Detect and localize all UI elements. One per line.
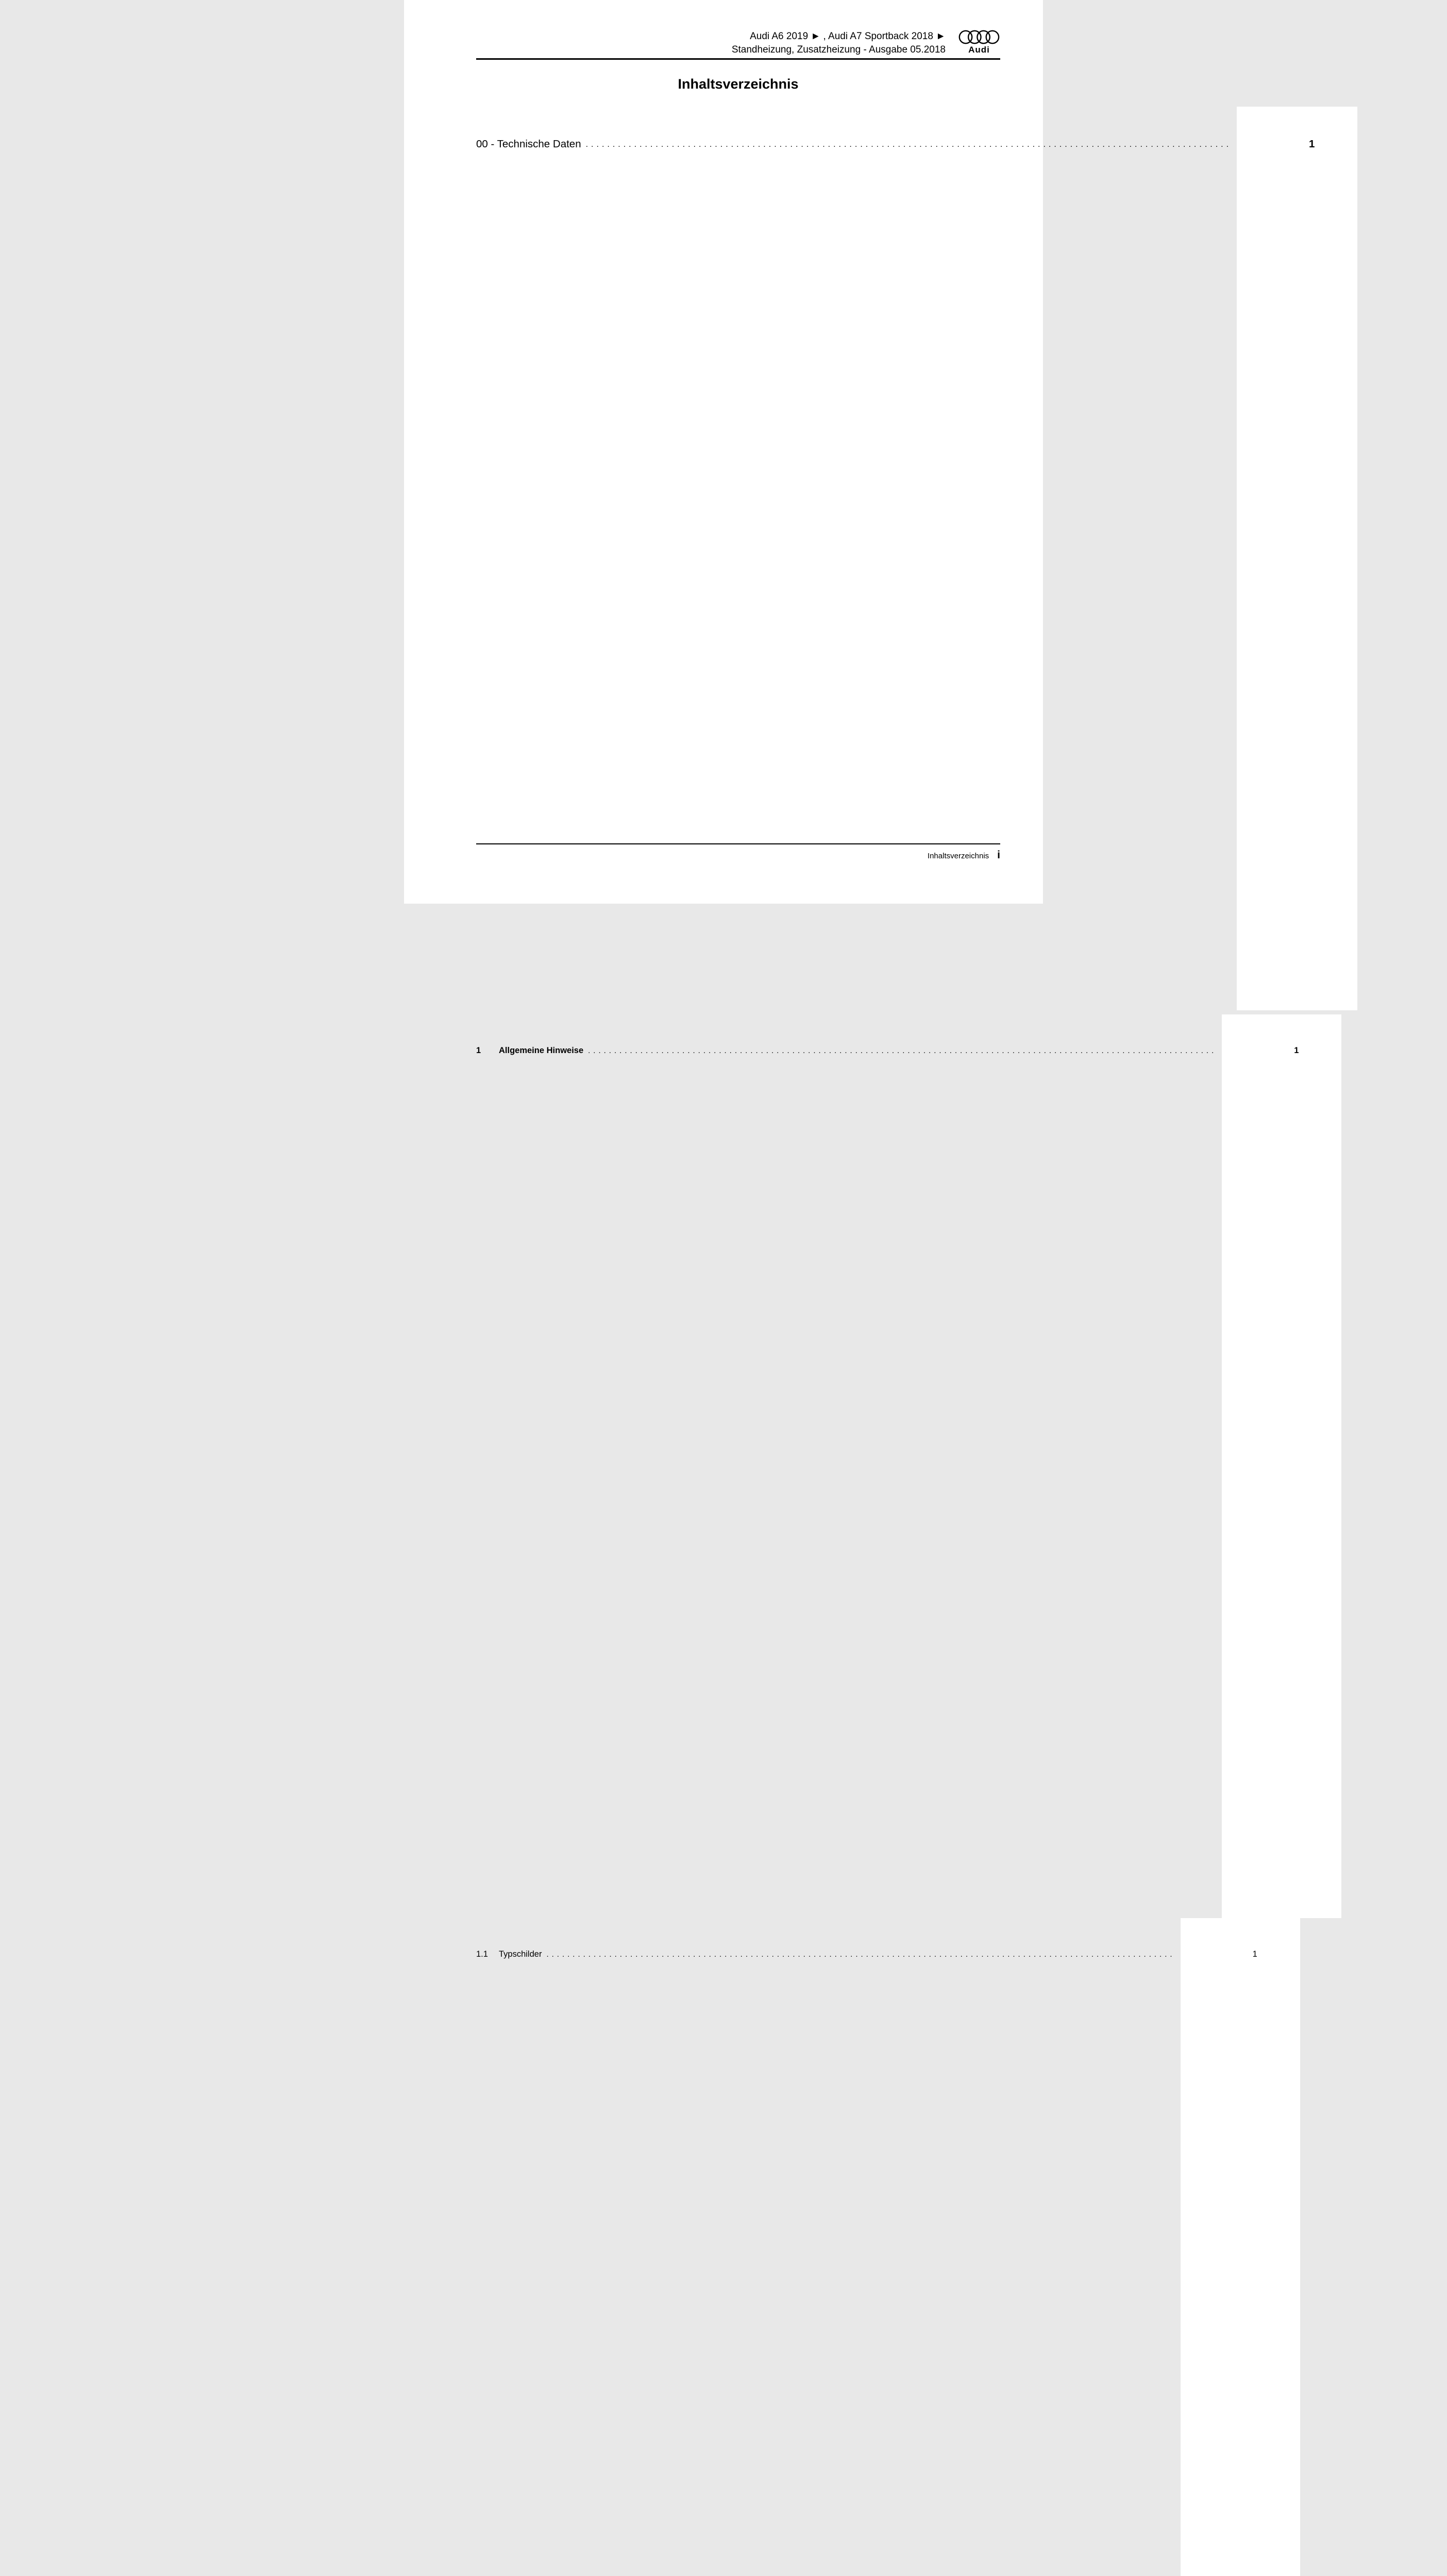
- table-of-contents: [476, 107, 1315, 2576]
- toc-entry-title: Typschilder: [499, 1950, 542, 1959]
- dot-leader: [588, 1045, 1217, 1057]
- footer-divider: [476, 843, 1000, 844]
- dot-leader: [586, 137, 1232, 152]
- toc-page-number: 1: [1181, 1918, 1300, 2576]
- toc-entry-title: Allgemeine Hinweise: [499, 1046, 584, 1055]
- toc-page-number: 1: [1237, 107, 1357, 1010]
- header-vehicle-models: Audi A6 2019 ► , Audi A7 Sportback 2018 ►: [750, 31, 946, 42]
- audi-rings-icon: [958, 30, 1000, 44]
- page-header: [476, 30, 1000, 57]
- toc-entry-row[interactable]: [476, 1014, 1299, 1918]
- toc-page-number: 1: [1222, 1014, 1341, 1918]
- dot-leader: [546, 1948, 1175, 1961]
- header-doc-title: Standheizung, Zusatzheizung - Ausgabe 05.2018: [731, 44, 946, 55]
- footer-label: Inhaltsverzeichnis: [927, 852, 989, 860]
- toc-entry-number: 1.1: [476, 1950, 488, 1959]
- page-title: Inhaltsverzeichnis: [678, 76, 799, 92]
- toc-entry-row[interactable]: [476, 1918, 1257, 2576]
- audi-wordmark: Audi: [968, 45, 990, 55]
- audi-logo: [958, 30, 1000, 55]
- toc-entry-number: 1: [476, 1046, 481, 1055]
- page-footer: [476, 849, 1000, 861]
- toc-chapter-title: 00 - Technische Daten: [476, 138, 581, 150]
- header-divider: [476, 58, 1000, 60]
- toc-chapter-row[interactable]: [476, 107, 1315, 1010]
- document-page: [404, 0, 1315, 1959]
- footer-page-number: i: [997, 849, 1000, 861]
- header-text: [732, 30, 946, 57]
